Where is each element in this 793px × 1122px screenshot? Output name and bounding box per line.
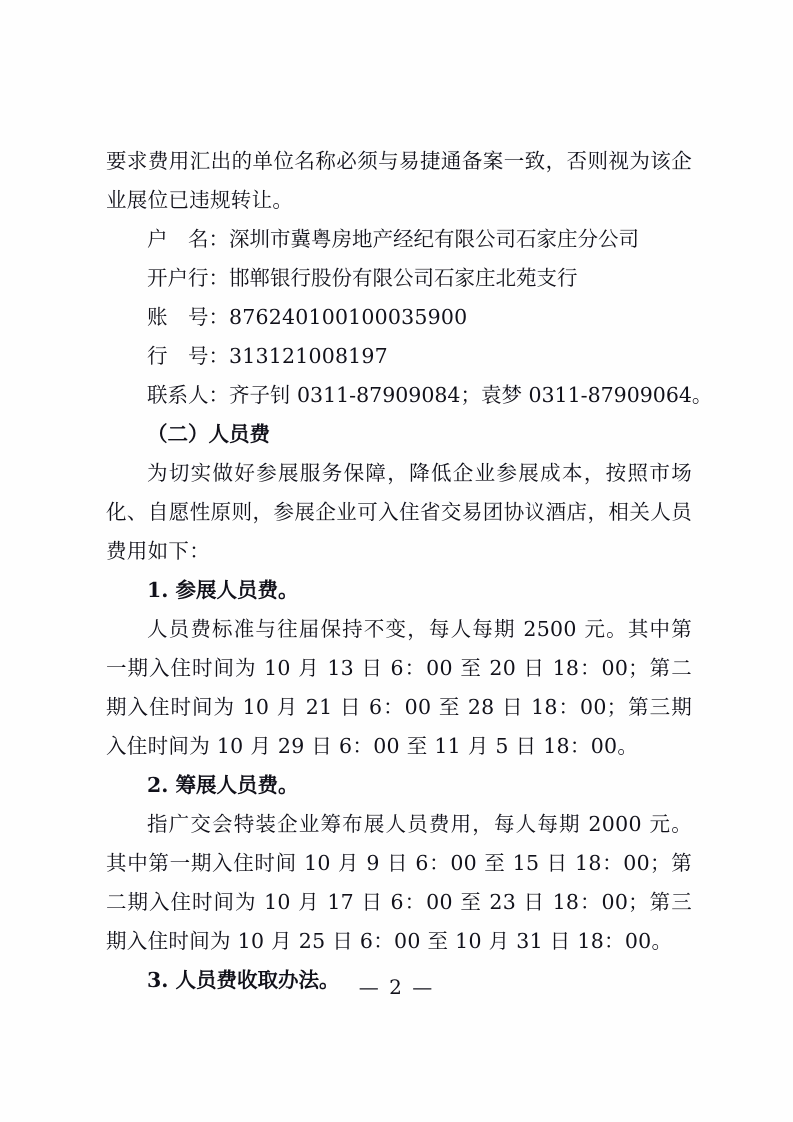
section-intro: 为切实做好参展服务保障，降低企业参展成本，按照市场化、自愿性原则，参展企业可入住省交易团协议酒店，相关人员费用如下： — [106, 461, 692, 563]
item-body-1: 人员费标准与往届保持不变，每人每期 2500 元。其中第一期入住时间为 10 月 13 日 6：00 至 20 日 18：00；第二期入住时间为 10 月 21 日 6：00 至 28 日 18：00；第三期入住时间为 10 月 29 日 6：00 至 11 月 5 日 18：00。 — [106, 617, 692, 758]
bank-info-row — [106, 337, 692, 376]
bank-info-value: 邯郸银行股份有限公司石家庄北苑支行 — [229, 266, 578, 290]
bank-info-label: 账 号： — [147, 305, 229, 329]
paragraph-intro: 要求费用汇出的单位名称必须与易捷通备案一致，否则视为该企业展位已违规转让。 — [106, 149, 692, 212]
bank-info-value: 876240100100035900 — [229, 305, 468, 329]
bank-info-label: 户 名： — [147, 227, 229, 251]
bank-info-value: 深圳市冀粤房地产经纪有限公司石家庄分公司 — [229, 227, 639, 251]
page-number: — 2 — — [358, 975, 435, 999]
bank-info-value: 齐子钊 0311-87909084；袁梦 0311-87909064。 — [229, 383, 713, 407]
bank-info-label: 行 号： — [147, 344, 229, 368]
bank-info-row — [106, 259, 692, 298]
bank-info-row — [106, 298, 692, 337]
item-heading-2: 2. 筹展人员费。 — [147, 773, 299, 797]
bank-info-label: 联系人： — [147, 383, 229, 407]
bank-info-label: 开户行： — [147, 266, 229, 290]
item-body-2: 指广交会特装企业筹布展人员费用，每人每期 2000 元。其中第一期入住时间 10 月 9 日 6：00 至 15 日 18：00；第二期入住时间为 10 月 17 日 6：00 至 23 日 18：00；第三期入住时间为 10 月 25 日 6：00 至 10 月 31 日 18：00。 — [106, 812, 692, 953]
section-heading: （二）人员费 — [147, 422, 270, 446]
bank-info-row — [106, 376, 713, 415]
item-heading-3: 3. 人员费收取办法。 — [147, 968, 340, 992]
item-heading-1: 1. 参展人员费。 — [147, 578, 299, 602]
bank-info-row — [106, 220, 692, 259]
bank-info-value: 313121008197 — [229, 344, 388, 368]
document-body — [106, 142, 713, 1000]
